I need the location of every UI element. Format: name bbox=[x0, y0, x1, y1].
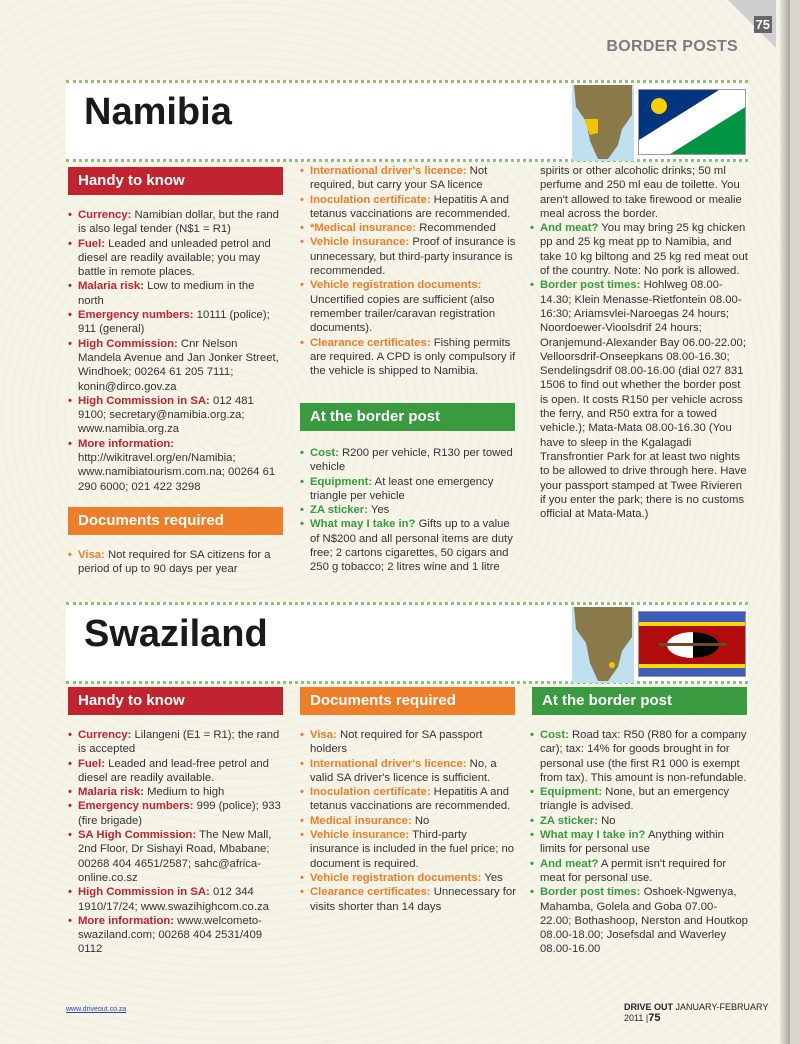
namibia-col3-continued: spirits or other alcoholic drinks; 50 ml perfume and 250 ml eau de toilette. You aren't allowed to take firewood or mealie meal across the border. bbox=[540, 165, 742, 220]
namibia-border-list bbox=[300, 446, 516, 575]
item-text: No bbox=[411, 814, 430, 827]
namibia-handy-list bbox=[68, 208, 282, 494]
swaziland-handy-heading: Handy to know bbox=[68, 687, 283, 715]
item-label: High Commission in SA: bbox=[78, 394, 210, 407]
bullet-icon: • bbox=[530, 786, 534, 799]
item-text: No, a valid SA driver's licence is sufficient. bbox=[310, 757, 497, 784]
item-text: Hohlweg 08.00-14.30; Klein Menasse-Rietfontein 08.00-16:30; Ariamsvlei-Naroegas 24 hours; Noordoewer-Vioolsdrif 24 hours; Oranjemund-Alexander Bay 06.00-22.00; Velloorsdrif-Onseepkans 08.00-16.30; Sendelingsdrif 08.00-16.00 (dial 027 831 1506 to find out whether the border post is open. It costs R150 per vehicle across the ferry, and R50 extra for a towed vehicle.); Mata-Mata 08.00-16.30 (You have to sleep in the Kgalagadi Transfrontier Park for at least two nights to be allowed to drive through here. Have your passport stamped at Twee Rivieren if you enter the park; there is no customs official at Mata-Mata.) bbox=[540, 279, 747, 521]
bullet-icon: • bbox=[530, 729, 534, 741]
item-text: Uncertified copies are sufficient (also remember trailer/caravan registration documents). bbox=[310, 293, 496, 335]
item-text: Medium to high bbox=[143, 786, 225, 799]
list-item bbox=[530, 857, 748, 886]
bullet-icon: • bbox=[68, 886, 72, 899]
item-text: Low to medium in the north bbox=[78, 280, 255, 307]
bullet-icon: • bbox=[530, 279, 534, 292]
item-text: Not required for SA passport holders bbox=[310, 729, 483, 756]
item-text: Namibian dollar, but the rand is also legal tender (N$1 = R1) bbox=[78, 209, 279, 236]
item-text: Anything within limits for personal use bbox=[540, 829, 724, 856]
swaziland-flag bbox=[638, 611, 746, 677]
list-item bbox=[68, 279, 282, 308]
list-item bbox=[68, 728, 284, 757]
item-label: Vehicle registration documents: bbox=[310, 279, 482, 292]
item-text: Proof of insurance is unnecessary, but third-party insurance is recommended. bbox=[310, 236, 516, 278]
bullet-icon: • bbox=[300, 222, 304, 235]
item-text: Third-party insurance is included in the fuel price; no document is required. bbox=[310, 829, 515, 870]
item-label: Inoculation certificate: bbox=[310, 193, 431, 206]
item-label: What may I take in? bbox=[540, 829, 646, 842]
section-tag: BORDER POSTS bbox=[606, 38, 738, 55]
item-label: Malaria risk: bbox=[78, 786, 144, 799]
bullet-icon: • bbox=[300, 871, 304, 884]
item-text: Leaded and lead-free petrol and diesel are readily available. bbox=[78, 757, 269, 784]
item-label: Currency: bbox=[78, 209, 132, 221]
bullet-icon: • bbox=[68, 209, 72, 221]
item-text: Lilangeni (E1 = R1); the rand is accepted bbox=[78, 729, 280, 756]
footer-credit bbox=[624, 1002, 790, 1024]
item-label: Currency: bbox=[78, 729, 132, 741]
bullet-icon: • bbox=[300, 786, 304, 799]
footer-page-number: 75 bbox=[648, 1012, 661, 1024]
item-label: Medical insurance: bbox=[310, 814, 412, 827]
list-item bbox=[300, 221, 516, 235]
item-label: Visa: bbox=[310, 729, 337, 741]
list-item bbox=[530, 728, 748, 785]
item-label: Cost: bbox=[310, 447, 339, 459]
namibia-header-bar bbox=[66, 80, 748, 162]
bullet-icon: • bbox=[68, 914, 72, 927]
bullet-icon: • bbox=[300, 504, 304, 517]
list-item bbox=[300, 278, 516, 335]
item-text: Leaded and unleaded petrol and diesel are readily available; you may battle in remote places. bbox=[78, 237, 271, 279]
item-label: Clearance certificates: bbox=[310, 336, 431, 349]
country-title-swaziland: Swaziland bbox=[84, 613, 268, 655]
item-label: Vehicle registration documents: bbox=[310, 871, 482, 884]
item-label: SA High Commission: bbox=[78, 829, 197, 842]
bullet-icon: • bbox=[530, 222, 534, 235]
namibia-map bbox=[572, 85, 634, 161]
namibia-border-heading: At the border post bbox=[300, 403, 515, 431]
bullet-icon: • bbox=[300, 518, 304, 531]
item-label: *Medical insurance: bbox=[310, 222, 417, 235]
bullet-icon: • bbox=[300, 165, 304, 177]
bullet-icon: • bbox=[530, 857, 534, 870]
item-label: More information: bbox=[78, 914, 175, 927]
bullet-icon: • bbox=[68, 280, 72, 293]
item-text: Not required for SA citizens for a period of up to 90 days per year bbox=[78, 549, 271, 576]
list-item bbox=[68, 757, 284, 786]
item-text: No bbox=[597, 814, 616, 827]
item-text: Yes bbox=[481, 871, 503, 884]
item-text: R200 per vehicle, R130 per towed vehicle bbox=[310, 447, 513, 474]
item-label: And meat? bbox=[540, 222, 599, 235]
item-text: 012 344 1910/17/24; www.swazihighcom.co.za bbox=[78, 886, 269, 913]
item-label: Clearance certificates: bbox=[310, 886, 431, 899]
list-item bbox=[300, 446, 516, 475]
list-item bbox=[68, 799, 284, 828]
list-item bbox=[300, 475, 516, 504]
bullet-icon: • bbox=[530, 829, 534, 842]
item-label: High Commission in SA: bbox=[78, 886, 210, 899]
list-item bbox=[300, 814, 516, 828]
item-text: Road tax: R50 (R80 for a company car); tax: 14% for goods brought in for personal use (the first R1 000 is exempt from tax). This amount is non-refundable. bbox=[540, 729, 747, 784]
namibia-flag bbox=[638, 89, 746, 155]
item-text: Gifts up to a value of N$200 and all personal items are duty free; 2 cartons cigarettes, 50 cigars and 250 g tobacco; 2 litres wine and 1 litre bbox=[310, 518, 513, 574]
item-text: None, but an emergency triangle is advised. bbox=[540, 786, 729, 813]
list-item bbox=[300, 885, 516, 914]
item-label: Vehicle insurance: bbox=[310, 829, 410, 842]
bullet-icon: • bbox=[68, 786, 72, 799]
item-text: Hepatitis A and tetanus vaccinations are recommended. bbox=[310, 786, 511, 813]
bullet-icon: • bbox=[300, 279, 304, 292]
swaziland-docs-list bbox=[300, 728, 516, 914]
namibia-handy-heading: Handy to know bbox=[68, 167, 283, 195]
swaziland-docs-heading: Documents required bbox=[300, 687, 515, 715]
namibia-docs-heading: Documents required bbox=[68, 507, 283, 535]
bullet-icon: • bbox=[300, 757, 304, 770]
item-label: Emergency numbers: bbox=[78, 309, 194, 322]
list-item bbox=[300, 828, 516, 871]
bullet-icon: • bbox=[300, 814, 304, 827]
bullet-icon: • bbox=[68, 829, 72, 842]
swaziland-header-bar bbox=[66, 602, 748, 684]
list-item bbox=[300, 164, 516, 193]
swaziland-border-heading: At the border post bbox=[532, 687, 747, 715]
item-label: Fuel: bbox=[78, 237, 105, 250]
bullet-icon: • bbox=[300, 236, 304, 249]
item-label: Border post times: bbox=[540, 886, 641, 899]
item-label: What may I take in? bbox=[310, 518, 416, 531]
item-label: Border post times: bbox=[540, 279, 641, 292]
page-number-top: 75 bbox=[755, 17, 770, 32]
list-item bbox=[68, 548, 282, 577]
footer-url-link[interactable]: www.driveout.co.za bbox=[66, 1006, 127, 1013]
list-item bbox=[68, 394, 282, 437]
bullet-icon: • bbox=[300, 475, 304, 488]
list-item bbox=[68, 237, 282, 280]
item-text: http://wikitravel.org/en/Namibia; www.namibiatourism.com.na; 00264 61 290 6000; 021 422 3298 bbox=[78, 452, 276, 493]
item-text: Cnr Nelson Mandela Avenue and Jan Jonker Street, Windhoek; 00264 61 205 7111; konin@dirco.gov.za bbox=[78, 337, 279, 393]
item-label: High Commission: bbox=[78, 337, 178, 350]
list-item bbox=[530, 221, 748, 278]
bullet-icon: • bbox=[300, 886, 304, 899]
list-item bbox=[68, 337, 282, 394]
list-item bbox=[300, 517, 516, 574]
item-label: Cost: bbox=[540, 729, 569, 741]
item-text: 999 (police); 933 (fire brigade) bbox=[78, 800, 281, 827]
item-text: You may bring 25 kg chicken pp and 25 kg meat pp to Namibia, and take 10 kg biltong and 25 kg red meat out of the country. Note: No pork is allowed. bbox=[540, 222, 748, 278]
list-item bbox=[300, 193, 516, 222]
list-item bbox=[300, 235, 516, 278]
list-item bbox=[68, 914, 284, 957]
namibia-docs-list-b bbox=[300, 164, 516, 378]
swaziland-border-list bbox=[530, 728, 748, 957]
item-text: Yes bbox=[367, 504, 390, 517]
list-item bbox=[300, 785, 516, 814]
item-label: ZA sticker: bbox=[540, 814, 598, 827]
list-item bbox=[68, 885, 284, 914]
item-text: 10111 (police); 911 (general) bbox=[78, 309, 270, 336]
item-label: Emergency numbers: bbox=[78, 800, 194, 813]
item-label: International driver's licence: bbox=[310, 757, 467, 770]
list-item bbox=[68, 785, 284, 799]
bullet-icon: • bbox=[68, 337, 72, 350]
bullet-icon: • bbox=[300, 193, 304, 206]
item-text: The New Mall, 2nd Floor, Dr Sishayi Road, Mbabane; 00268 404 4651/2587; sahc@africa-online.co.sz bbox=[78, 829, 272, 884]
item-label: More information: bbox=[78, 437, 175, 450]
country-title-namibia: Namibia bbox=[84, 91, 232, 133]
bullet-icon: • bbox=[300, 729, 304, 741]
item-label: Fuel: bbox=[78, 757, 105, 770]
list-item bbox=[300, 336, 516, 379]
list-item bbox=[530, 814, 748, 828]
item-text: 012 481 9100; secretary@namibia.org.za; www.namibia.org.za bbox=[78, 394, 254, 436]
item-label: Equipment: bbox=[310, 475, 373, 488]
swaziland-map bbox=[572, 607, 634, 683]
swaziland-handy-list bbox=[68, 728, 284, 957]
item-text: Oshoek-Ngwenya, Mahamba, Golela and Goba 07.00-22.00; Bothashoop, Nerston and Houtkop 08.00-18.00; Josefsdal and Waverley 08.00-16.00 bbox=[540, 886, 748, 956]
bullet-icon: • bbox=[68, 729, 72, 741]
item-text: Not required, but carry your SA licence bbox=[310, 165, 488, 192]
list-item bbox=[68, 828, 284, 885]
list-item bbox=[300, 871, 516, 885]
list-item bbox=[300, 503, 516, 517]
item-label: ZA sticker: bbox=[310, 504, 368, 517]
list-item bbox=[530, 828, 748, 857]
bullet-icon: • bbox=[530, 886, 534, 899]
bullet-icon: • bbox=[68, 800, 72, 813]
item-text: At least one emergency triangle per vehicle bbox=[310, 475, 494, 502]
bullet-icon: • bbox=[68, 394, 72, 407]
bullet-icon: • bbox=[68, 757, 72, 770]
footer-magazine: DRIVE OUT bbox=[624, 1002, 674, 1012]
bullet-icon: • bbox=[68, 237, 72, 250]
list-item bbox=[530, 885, 748, 956]
list-item bbox=[300, 757, 516, 786]
item-label: Malaria risk: bbox=[78, 280, 144, 293]
item-text: A permit isn't required for meat for personal use. bbox=[540, 857, 727, 884]
list-item bbox=[68, 308, 282, 337]
namibia-docs-list-a bbox=[68, 548, 282, 577]
list-item bbox=[300, 728, 516, 757]
bullet-icon: • bbox=[68, 309, 72, 322]
item-label: And meat? bbox=[540, 857, 599, 870]
bullet-icon: • bbox=[300, 829, 304, 842]
namibia-col3 bbox=[530, 164, 748, 521]
item-text: Fishing permits are required. A CPD is only compulsory if the vehicle is shipped to Namibia. bbox=[310, 336, 516, 378]
bullet-icon: • bbox=[530, 814, 534, 827]
list-item bbox=[68, 208, 282, 237]
item-text: Unnecessary for visits shorter than 14 days bbox=[310, 886, 516, 913]
bullet-icon: • bbox=[300, 447, 304, 459]
item-text: Hepatitis A and tetanus vaccinations are recommended. bbox=[310, 193, 511, 220]
item-label: Inoculation certificate: bbox=[310, 786, 431, 799]
bullet-icon: • bbox=[68, 437, 72, 450]
item-label: Vehicle insurance: bbox=[310, 236, 410, 249]
item-label: International driver's licence: bbox=[310, 165, 467, 177]
bullet-icon: • bbox=[68, 549, 72, 561]
list-item bbox=[68, 437, 282, 494]
list-item bbox=[530, 278, 748, 521]
bullet-icon: • bbox=[300, 336, 304, 349]
item-text: www.welcometo-swaziland.com; 00268 404 2531/409 0112 bbox=[78, 914, 263, 956]
item-text: Recommended bbox=[416, 222, 496, 235]
footer-issue: JANUARY-FEBRUARY 2011 | bbox=[624, 1002, 769, 1023]
list-item bbox=[530, 785, 748, 814]
page-edge bbox=[780, 0, 790, 1044]
item-label: Visa: bbox=[78, 549, 105, 561]
item-label: Equipment: bbox=[540, 786, 603, 799]
